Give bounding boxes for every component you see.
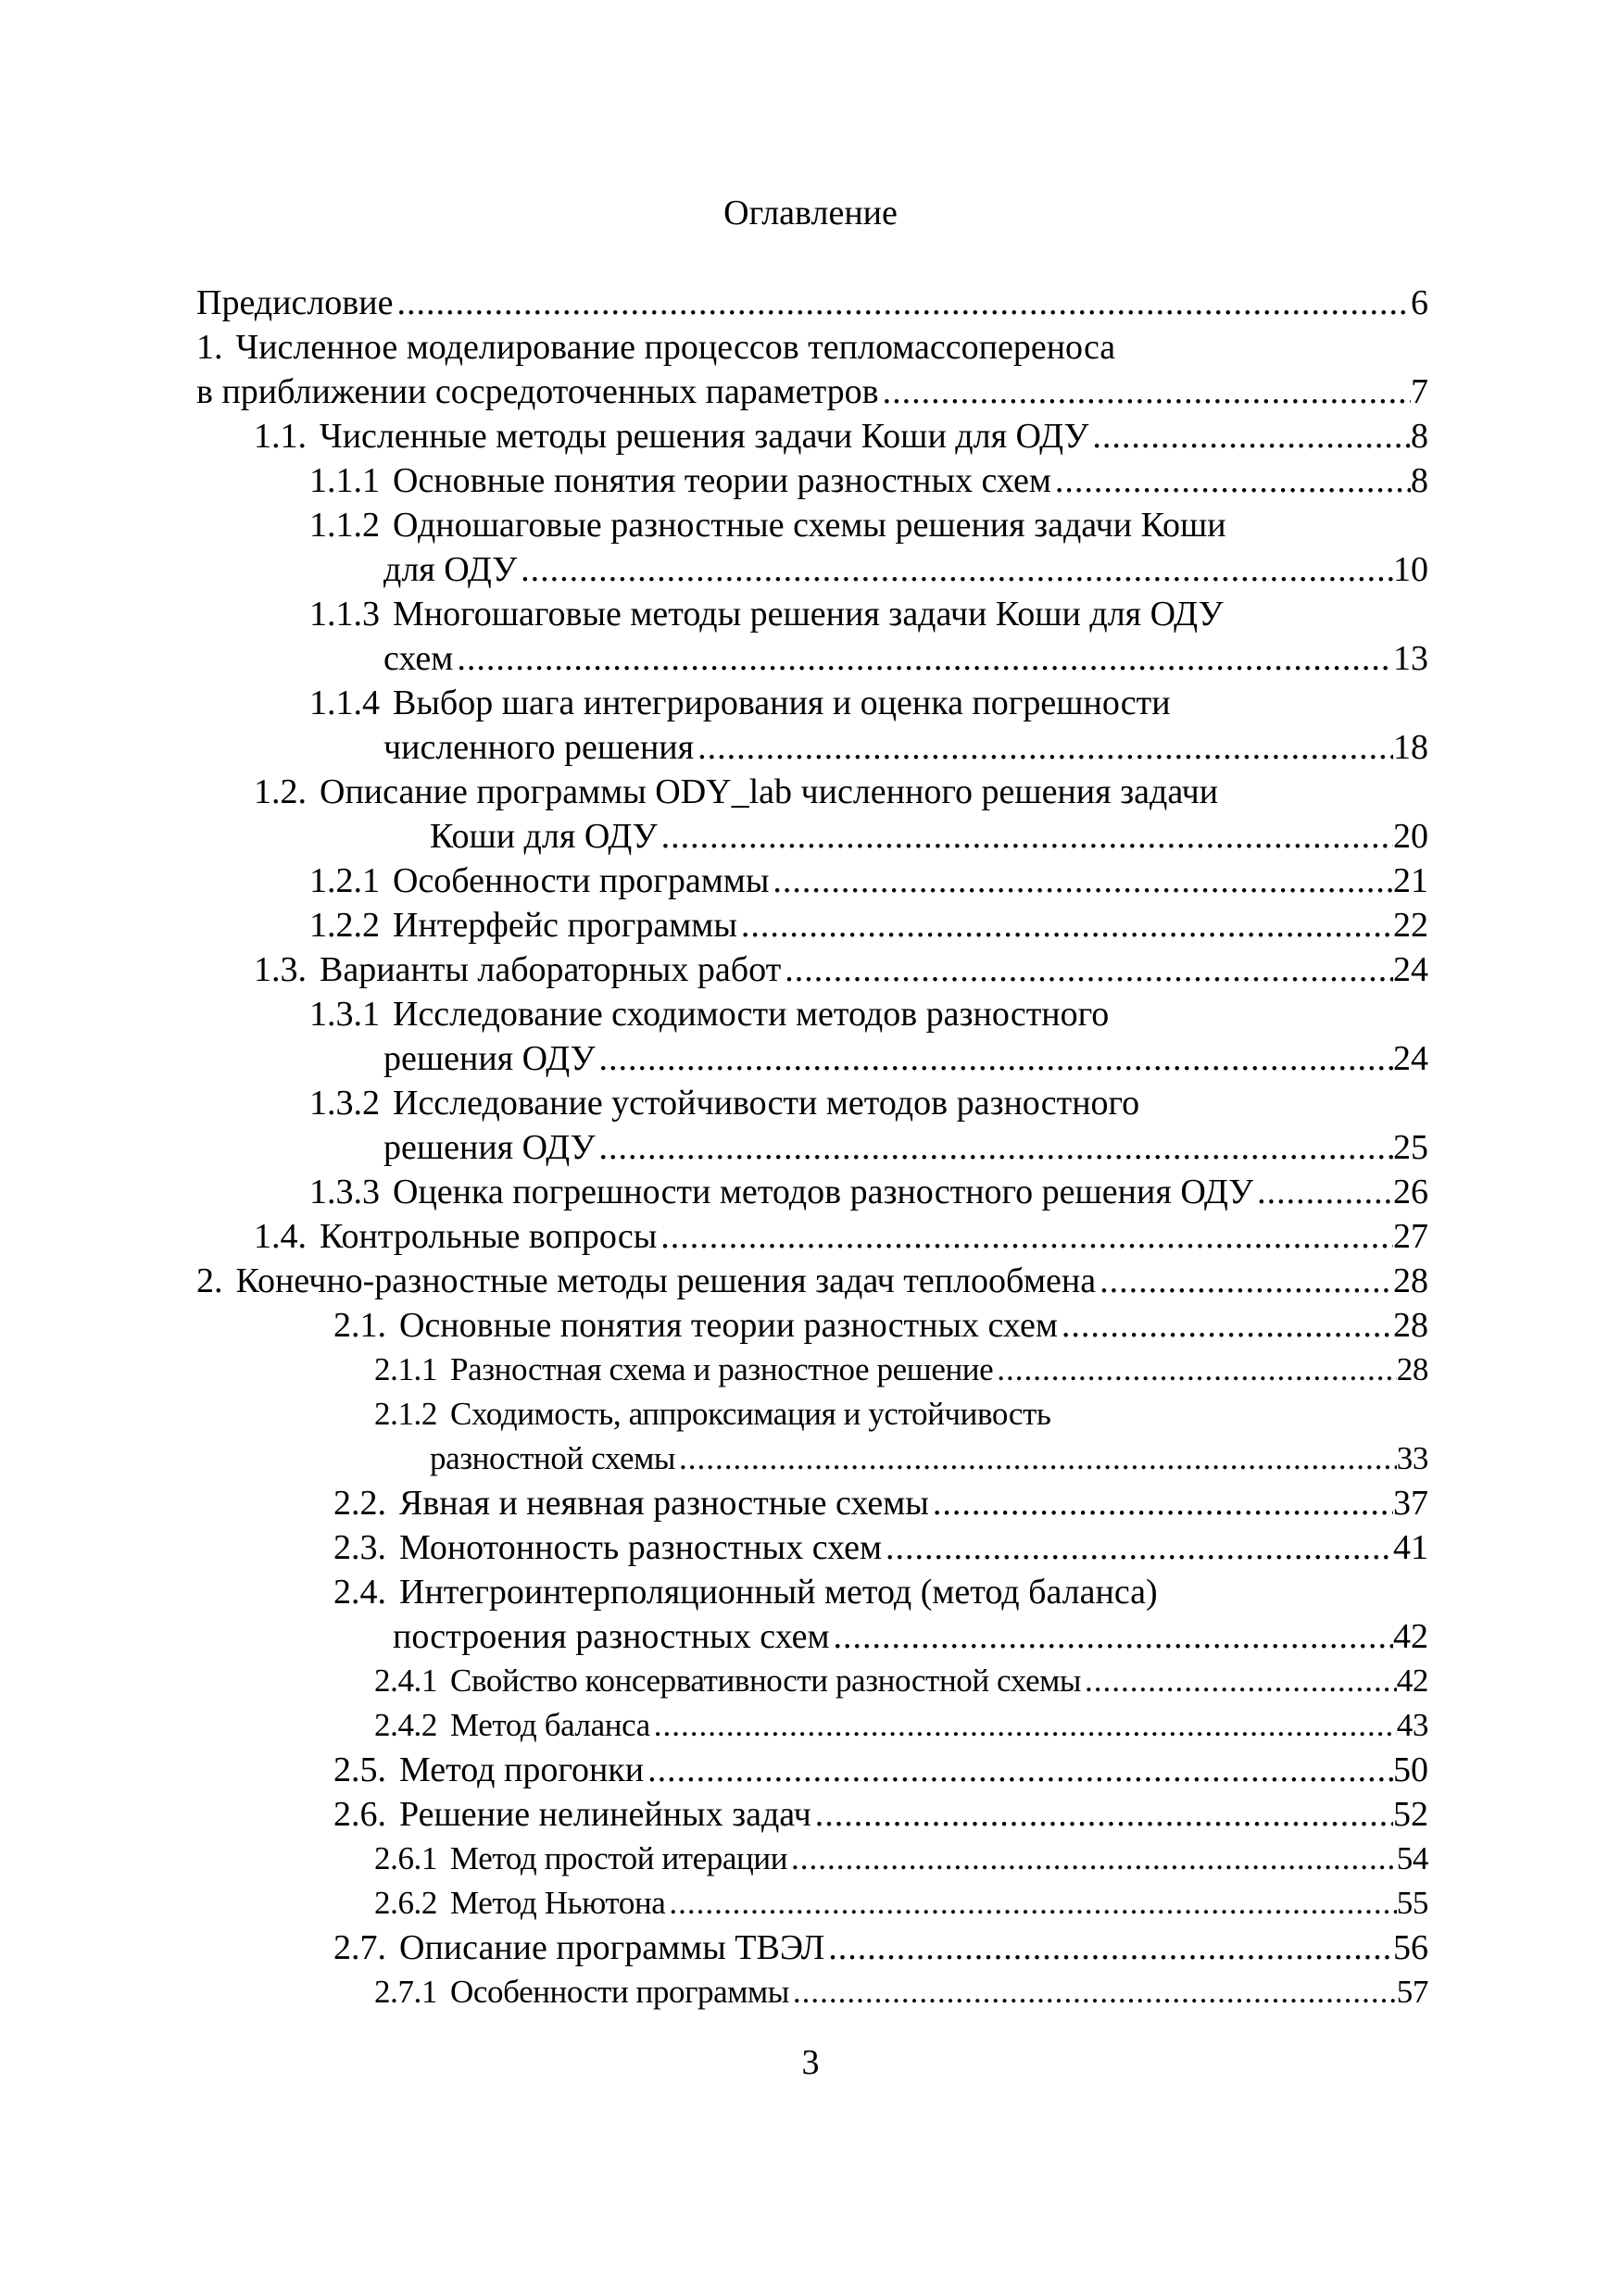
toc-entry-number: 1.1.	[254, 417, 307, 456]
toc-entry-text: Описание программы ODY_lab численного решения задачи	[320, 772, 1219, 811]
toc-leader-dots	[453, 636, 1393, 681]
toc-entry-continuation	[196, 1614, 1428, 1659]
toc-entry-number: 1.4.	[254, 1217, 307, 1256]
toc-entry-number: 2.5.	[333, 1750, 386, 1789]
toc-entry-number: 1.3.2	[309, 1084, 380, 1123]
toc-entry	[196, 592, 1428, 636]
toc-entry-number: 2.1.2	[374, 1396, 438, 1432]
toc-leader-dots	[665, 1881, 1396, 1926]
toc-entry-number: 2.	[196, 1261, 223, 1300]
toc-entry-number: 2.1.1	[374, 1351, 438, 1387]
toc-page-number: 20	[1393, 817, 1428, 856]
toc-entry	[196, 1926, 1428, 1970]
toc-entry	[196, 1659, 1428, 1703]
toc-entry-text: Метод баланса	[450, 1707, 650, 1743]
toc-page-number: 28	[1393, 1261, 1428, 1300]
toc-entry	[196, 1837, 1428, 1881]
toc-entry-text: Конечно-разностные методы решения задач теплообмена	[235, 1261, 1097, 1300]
toc-entry	[196, 1081, 1428, 1125]
toc-entry	[196, 681, 1428, 725]
toc-entry-number: 1.2.2	[309, 906, 380, 945]
toc-leader-dots	[811, 1792, 1393, 1837]
toc-entry-text: Метод простой итерации	[450, 1840, 788, 1876]
toc-entry	[196, 1881, 1428, 1926]
toc-entry-number: 2.7.1	[374, 1974, 438, 2010]
toc-entry-continuation	[196, 547, 1428, 592]
toc-leader-dots	[1096, 1259, 1393, 1303]
toc-page-number: 27	[1393, 1217, 1428, 1256]
toc-page-number: 7	[1411, 372, 1428, 411]
toc-entry	[196, 281, 1428, 325]
toc-leader-dots	[830, 1614, 1393, 1659]
toc-entry-text: Основные понятия теории разностных схем	[393, 461, 1051, 500]
toc-leader-dots	[789, 1970, 1397, 2014]
toc-entry-text: решения ОДУ	[383, 1128, 596, 1167]
toc-entry-number: 2.1.	[333, 1306, 386, 1345]
toc-entry-text: Явная и неявная разностные схемы	[399, 1484, 929, 1523]
toc-page-number: 8	[1411, 461, 1428, 500]
toc-page-number: 41	[1393, 1528, 1428, 1567]
toc-page-number: 50	[1393, 1750, 1428, 1789]
toc-entry	[196, 1970, 1428, 2014]
toc-entry-number: 1.2.	[254, 772, 307, 811]
page-number: 3	[801, 2043, 820, 2082]
toc-entry-text: Исследование устойчивости методов разностного	[393, 1084, 1140, 1123]
toc-leader-dots	[993, 1348, 1397, 1392]
toc-page-number: 8	[1411, 417, 1428, 456]
toc-entry-number: 1.1.4	[309, 684, 380, 722]
toc-leader-dots	[769, 859, 1393, 903]
toc-page-number: 55	[1396, 1885, 1428, 1921]
toc-leader-dots	[1081, 1659, 1397, 1703]
toc-page-number: 22	[1393, 906, 1428, 945]
toc-entry-number: 2.4.	[333, 1573, 386, 1612]
toc-page-number: 52	[1393, 1795, 1428, 1834]
toc-entry-number: 2.4.2	[374, 1707, 438, 1743]
toc-entry-text: Численное моделирование процессов тепломассопереноса	[235, 328, 1116, 367]
toc-entry-number: 2.6.2	[374, 1885, 438, 1921]
toc-entry-text: Варианты лабораторных работ	[320, 950, 782, 989]
toc-leader-dots	[1088, 414, 1411, 458]
toc-entry-number: 1.1.3	[309, 595, 380, 634]
toc-entry-text: Численные методы решения задачи Коши для ОДУ	[320, 417, 1089, 456]
toc-entry	[196, 947, 1428, 992]
toc-entry-text: схем	[383, 639, 454, 678]
toc-entry	[196, 903, 1428, 947]
toc-entry-text: Разностная схема и разностное решение	[450, 1351, 994, 1387]
toc-entry	[196, 1303, 1428, 1348]
toc-entry	[196, 1703, 1428, 1748]
toc-entry-text: Одношаговые разностные схемы решения задачи Коши	[393, 506, 1226, 545]
toc-page-number: 37	[1393, 1484, 1428, 1523]
toc-leader-dots	[1253, 1170, 1393, 1214]
toc-page-number: 13	[1393, 639, 1428, 678]
toc-entry-text: Оценка погрешности методов разностного решения ОДУ	[393, 1173, 1254, 1211]
toc-entry-text: Интегроинтерполяционный метод (метод баланса)	[399, 1573, 1158, 1612]
toc-entry-text: Исследование сходимости методов разностного	[393, 995, 1110, 1034]
toc-entry-number: 2.6.1	[374, 1840, 438, 1876]
toc-entry-number: 2.6.	[333, 1795, 386, 1834]
toc-page-number: 25	[1393, 1128, 1428, 1167]
toc-entry-text: Многошаговые методы решения задачи Коши для ОДУ	[393, 595, 1224, 634]
toc-page-number: 24	[1393, 1039, 1428, 1078]
toc-page-number: 57	[1396, 1974, 1428, 2010]
toc-entry-text: Особенности программы	[393, 861, 770, 900]
toc-entry	[196, 325, 1428, 370]
toc-leader-dots	[658, 814, 1393, 859]
toc-entry	[196, 503, 1428, 547]
toc-entry-text: Решение нелинейных задач	[399, 1795, 811, 1834]
toc-leader-dots	[824, 1926, 1393, 1970]
toc-entry-number: 1.1.2	[309, 506, 380, 545]
toc-entry-number: 2.3.	[333, 1528, 386, 1567]
toc-entry	[196, 414, 1428, 458]
toc-entry-continuation	[196, 1437, 1428, 1481]
toc-leader-dots	[595, 1125, 1393, 1170]
toc-page-number: 6	[1411, 283, 1428, 322]
toc-entry	[196, 458, 1428, 503]
toc-entry-continuation	[196, 725, 1428, 770]
toc-page-number: 26	[1393, 1173, 1428, 1211]
toc-leader-dots	[694, 725, 1393, 770]
toc-entry-text: Свойство консервативности разностной схемы	[450, 1662, 1081, 1699]
toc-page-number: 42	[1396, 1662, 1428, 1699]
toc-leader-dots	[929, 1481, 1393, 1525]
toc-entry	[196, 1259, 1428, 1303]
toc-entry-text: Метод Ньютона	[450, 1885, 666, 1921]
toc-entry-number: 2.2.	[333, 1484, 386, 1523]
toc-entry-continuation	[196, 1036, 1428, 1081]
toc-entry-number: 1.1.1	[309, 461, 380, 500]
toc-entry	[196, 1348, 1428, 1392]
toc-entry-text: Описание программы ТВЭЛ	[399, 1928, 825, 1967]
toc-page-number: 28	[1396, 1351, 1428, 1387]
toc-entry-text: Основные понятия теории разностных схем	[399, 1306, 1058, 1345]
toc-entry-text: разностной схемы	[430, 1440, 676, 1476]
toc-entry-number: 2.7.	[333, 1928, 386, 1967]
toc-entry-text: Особенности программы	[450, 1974, 789, 2010]
toc-leader-dots	[644, 1748, 1393, 1792]
toc-entry-text: Контрольные вопросы	[320, 1217, 658, 1256]
toc-leader-dots	[882, 1525, 1393, 1570]
toc-page-number: 24	[1393, 950, 1428, 989]
toc-leader-dots	[393, 281, 1411, 325]
toc-leader-dots	[1051, 458, 1411, 503]
toc-entry-text: Коши для ОДУ	[430, 817, 658, 856]
toc-leader-dots	[737, 903, 1393, 947]
toc-leader-dots	[879, 370, 1411, 414]
toc-entry-number: 2.4.1	[374, 1662, 438, 1699]
toc-entry-continuation	[196, 1125, 1428, 1170]
toc-entry-text: Предисловие	[196, 283, 394, 322]
toc-page-number: 10	[1393, 550, 1428, 589]
toc-entry	[196, 1792, 1428, 1837]
toc-page-number: 43	[1396, 1707, 1428, 1743]
toc-page-number: 56	[1393, 1928, 1428, 1967]
toc-leader-dots	[595, 1036, 1393, 1081]
toc-entry	[196, 1214, 1428, 1259]
toc-entry	[196, 992, 1428, 1036]
toc-page-number: 28	[1393, 1306, 1428, 1345]
toc-entry-text: Выбор шага интегрирования и оценка погрешности	[393, 684, 1171, 722]
page-title: Оглавление	[723, 194, 898, 232]
toc-leader-dots	[650, 1703, 1397, 1748]
toc-page-number: 54	[1396, 1840, 1428, 1876]
toc-entry-text: построения разностных схем	[393, 1617, 830, 1656]
toc-entry-number: 1.2.1	[309, 861, 380, 900]
toc-entry	[196, 1392, 1428, 1437]
toc-entry-text: Монотонность разностных схем	[399, 1528, 883, 1567]
toc-entry-text: для ОДУ	[383, 550, 518, 589]
toc-leader-dots	[787, 1837, 1397, 1881]
toc-page-number: 42	[1393, 1617, 1428, 1656]
toc-entry	[196, 1170, 1428, 1214]
toc-entry-text: Метод прогонки	[399, 1750, 645, 1789]
toc-leader-dots	[657, 1214, 1393, 1259]
toc-page-number: 33	[1396, 1440, 1428, 1476]
toc-page-number: 18	[1393, 728, 1428, 767]
toc-entry-number: 1.	[196, 328, 223, 367]
toc-leader-dots	[675, 1437, 1397, 1481]
toc-entry-text: численного решения	[383, 728, 695, 767]
toc-entry	[196, 859, 1428, 903]
toc-leader-dots	[781, 947, 1393, 992]
toc-page-number: 21	[1393, 861, 1428, 900]
toc-entry-number: 1.3.1	[309, 995, 380, 1034]
toc-entry-text: Сходимость, аппроксимация и устойчивость	[450, 1396, 1051, 1432]
toc-entry	[196, 1525, 1428, 1570]
toc-entry-number: 1.3.	[254, 950, 307, 989]
toc-entry-text: решения ОДУ	[383, 1039, 596, 1078]
toc-entry	[196, 1481, 1428, 1525]
toc-leader-dots	[1058, 1303, 1393, 1348]
toc-entry	[196, 1748, 1428, 1792]
toc-entry-text: Интерфейс программы	[393, 906, 737, 945]
toc-entry-continuation	[196, 370, 1428, 414]
toc-entry	[196, 770, 1428, 814]
toc-entry-text: в приближении сосредоточенных параметров	[196, 372, 879, 411]
table-of-contents	[196, 281, 1428, 2014]
toc-entry-number: 1.3.3	[309, 1173, 380, 1211]
toc-entry-continuation	[196, 814, 1428, 859]
toc-entry	[196, 1570, 1428, 1614]
toc-entry-continuation	[196, 636, 1428, 681]
toc-leader-dots	[517, 547, 1393, 592]
